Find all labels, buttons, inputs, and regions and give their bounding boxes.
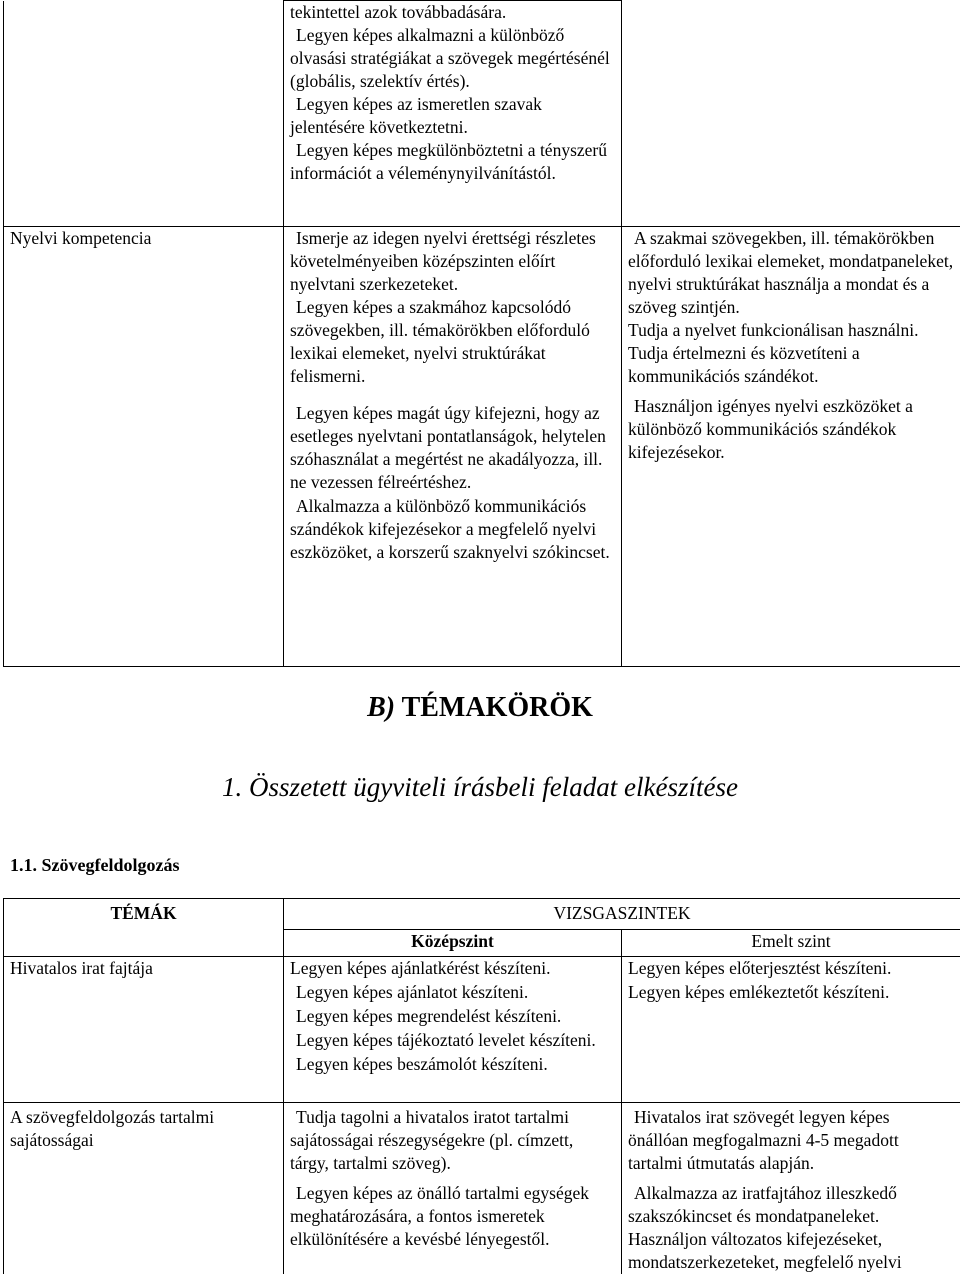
header-vizsgaszintek: VIZSGASZINTEK (284, 899, 960, 930)
requirements-cell (284, 227, 622, 667)
competency-table (3, 0, 960, 667)
paragraph: Legyen képes tájékoztató levelet készíteni. (296, 1030, 596, 1050)
paragraph: Alkalmazza az iratfajtához illeszkedő szakszókincset és mondatpaneleket. (628, 1183, 897, 1226)
paragraph: tekintettel azok továbbadására. (290, 2, 507, 22)
section-heading-b (0, 690, 960, 726)
paragraph: Használjon változatos kifejezéseket, mondatszerkezeteket, megfelelő nyelvi (628, 1229, 902, 1272)
paragraph: Legyen képes a szakmához kapcsolódó szövegekben, ill. témakörökben előforduló lexikai elemeket, nyelvi struktúrákat felismerni. (290, 297, 590, 386)
section-heading-1: 1. Összetett ügyviteli írásbeli feladat elkészítése (222, 772, 738, 802)
header-temak: TÉMÁK (4, 899, 284, 930)
paragraph: Tudja tagolni a hivatalos iratot tartalmi sajátosságai részegységekre (pl. címzett, tárgy, tartalmi szöveg). (290, 1107, 574, 1173)
paragraph: Legyen képes az önálló tartalmi egységek meghatározására, a fontos ismeretek elkülönítésére a kevésbé lényegestől. (290, 1183, 590, 1249)
table-row (4, 1103, 960, 1275)
empty-cell (622, 1, 960, 227)
paragraph: Legyen képes alkalmazni a különböző olvasási stratégiákat a szövegek megértésénél (globális, szelektív értés). (290, 25, 610, 91)
table-row (4, 1, 960, 227)
topics-table (3, 898, 960, 1274)
paragraph: Tudja a nyelvet funkcionálisan használni. (628, 320, 919, 340)
row-label: Nyelvi kompetencia (4, 227, 284, 667)
table-header-row (4, 930, 960, 957)
paragraph: Legyen képes ajánlatkérést készíteni. (290, 958, 551, 978)
paragraph: Alkalmazza a különböző kommunikációs szándékok kifejezésekor a megfelelő nyelvi eszközöket, a korszerű szaknyelvi szókincset. (290, 496, 610, 562)
paragraph: Használjon igényes nyelvi eszközöket a különböző kommunikációs szándékok kifejezésekor. (628, 396, 913, 462)
paragraph: Legyen képes megkülönböztetni a tényszerű információt a véleménynyilvánítástól. (290, 140, 608, 183)
emelt-cell (622, 957, 960, 1103)
paragraph: Legyen képes beszámolót készíteni. (296, 1054, 548, 1074)
requirements-cell (284, 1, 622, 227)
table-row (4, 227, 960, 667)
empty-cell (4, 930, 284, 957)
table-header-row (4, 899, 960, 930)
kozep-cell (284, 1103, 622, 1275)
paragraph: Legyen képes az ismeretlen szavak jelentésére következtetni. (290, 94, 542, 137)
paragraph: Legyen képes magát úgy kifejezni, hogy az esetleges nyelvtani pontatlanságok, helytelen szóhasználat a megértést ne akadályozza, ill. ne vezessen félreértéshez. (290, 403, 606, 492)
empty-cell (4, 1, 284, 227)
paragraph: Legyen képes megrendelést készíteni. (296, 1006, 562, 1026)
header-emelt-szint: Emelt szint (622, 930, 960, 957)
topic-cell: A szövegfeldolgozás tartalmi sajátosságai (4, 1103, 284, 1275)
paragraph: Ismerje az idegen nyelvi érettségi részletes követelményeiben középszinten előírt nyelvtani szerkezeteket. (290, 228, 596, 294)
table-row (4, 957, 960, 1103)
requirements-cell (622, 227, 960, 667)
heading-letter: B) (367, 692, 396, 723)
paragraph: Legyen képes emlékeztetőt készíteni. (628, 982, 890, 1002)
paragraph: Legyen képes ajánlatot készíteni. (296, 982, 529, 1002)
kozep-cell (284, 957, 622, 1103)
paragraph: A szakmai szövegekben, ill. témakörökben előforduló lexikai elemeket, mondatpaneleket, nyelvi struktúrákat használja a mondat és a szöveg szintjén. (628, 228, 954, 317)
paragraph: Tudja értelmezni és közvetíteni a kommunikációs szándékot. (628, 343, 860, 386)
paragraph: Hivatalos irat szövegét legyen képes önállóan megfogalmazni 4-5 megadott tartalmi útmutatás alapján. (628, 1107, 899, 1173)
subsection-heading: 1.1. Szövegfeldolgozás (10, 855, 180, 875)
paragraph: Legyen képes előterjesztést készíteni. (628, 958, 892, 978)
topic-cell: Hivatalos irat fajtája (4, 957, 284, 1103)
emelt-cell (622, 1103, 960, 1275)
header-kozepszint: Középszint (284, 930, 622, 957)
heading-title: TÉMAKÖRÖK (401, 692, 593, 723)
